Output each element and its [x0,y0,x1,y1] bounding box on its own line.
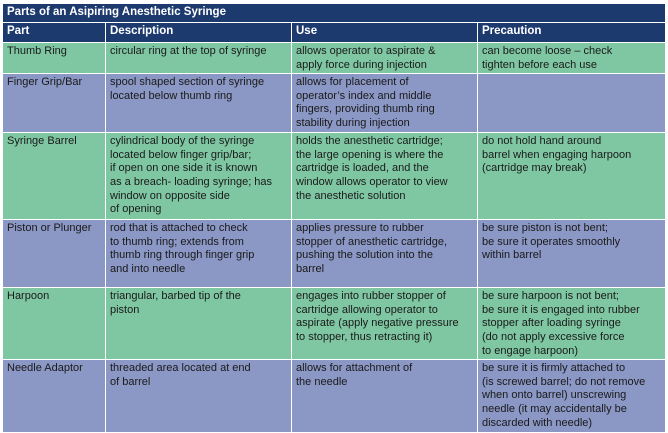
table-row [3,74,666,133]
precaution-text-line: be sure piston is not bent; [482,222,608,235]
cell-use [292,74,478,133]
precaution-text-line: tighten before each use [482,58,597,71]
precaution-text-line: barrel when engaging harpoon [482,148,632,161]
description-text-line: located below finger grip/bar; [110,148,252,161]
description-text-line: as a breach- loading syringe; has [110,175,273,188]
use-text-line: to stopper, thus retracting it) [296,330,433,343]
use-text-line: applies pressure to rubber [296,222,424,235]
table-row [3,360,666,433]
description-text-line: circular ring at the top of syringe [110,45,267,57]
cell-use [292,220,478,288]
part-text-line: Piston or Plunger [7,222,92,235]
use-text-line: window allows operator to view [296,175,448,188]
use-text-line: the anesthetic solution [296,189,406,202]
use-text-line: cartridge allowing operator to [296,303,438,316]
use-text-line: allows for placement of [296,76,409,89]
part-text-line: Harpoon [7,290,50,303]
precaution-text-line: (is screwed barrel; do not remove [482,375,646,388]
description-text-line: threaded area located at end [110,362,251,375]
description-text-line: rod that is attached to check [110,222,248,235]
use-text-line: apply force during injection [296,58,427,71]
table-title: Parts of an Asipiring Anesthetic Syringe [3,4,666,23]
use-text-line: cartridge is loaded, and the [296,162,429,175]
precaution-text-line: stopper after loading syringe [482,317,621,330]
table-row [3,43,666,74]
precaution-text-line: discarded with needle) [482,416,593,429]
use-text-line: the large opening is where the [296,148,444,161]
precaution-text-line: be sure harpoon is not bent; [482,290,619,303]
use-text-line: aspirate (apply negative pressure [296,317,459,330]
precaution-text-line: to engage harpoon) [482,344,579,357]
description-text-line: spool shaped section of syringe [110,76,265,89]
cell-part [3,133,106,220]
use-text-line: allows operator to aspirate & [296,45,436,57]
use-text-line: barrel [296,262,325,275]
description-text-line: of barrel [110,375,151,388]
use-text-line: engages into rubber stopper of [296,290,446,303]
description-text-line: thumb ring through finger grip [110,249,255,262]
cell-precaution [478,220,666,288]
cell-precaution [478,43,666,74]
precaution-text-line: be sure it operates smoothly [482,235,621,248]
part-text-line: Needle Adaptor [7,362,83,375]
description-text-line: located below thumb ring [110,89,233,102]
cell-precaution [478,288,666,360]
use-text-line: holds the anesthetic cartridge; [296,135,443,148]
column-header-use: Use [292,23,478,43]
description-text-line: piston [110,303,140,316]
cell-description [106,220,292,288]
description-text-line: to thumb ring; extends from [110,235,244,248]
use-text-line: the needle [296,375,348,388]
column-header-precaution: Precaution [478,23,666,43]
table-row [3,288,666,360]
precaution-text-line: needle (it may accidentally be [482,402,627,415]
description-text-line: triangular, barbed tip of the [110,290,241,303]
precaution-text-line: when onto barrel) unscrewing [482,389,627,402]
use-text-line: fingers, providing thumb ring [296,103,435,116]
cell-description [106,74,292,133]
cell-part [3,74,106,133]
use-text-line: stopper of anesthetic cartridge, [296,235,448,248]
cell-use [292,360,478,433]
cell-part [3,43,106,74]
syringe-parts-table [2,3,666,433]
use-text-line: operator’s index and middle [296,89,432,102]
description-text-line: and into needle [110,262,186,275]
description-text-line: window on opposite side [110,189,230,202]
cell-use [292,133,478,220]
cell-description [106,360,292,433]
table-row [3,133,666,220]
precaution-text-line: do not hold hand around [482,135,602,148]
precaution-text-line: be sure it is firmly attached to [482,362,626,375]
table-row [3,220,666,288]
precaution-text-line: (cartridge may break) [482,162,587,175]
column-header-part: Part [3,23,106,43]
part-text-line: Syringe Barrel [7,135,77,148]
column-header-description: Description [106,23,292,43]
cell-part [3,288,106,360]
description-text-line: if open on one side it is known [110,162,258,175]
description-text-line: of opening [110,203,162,216]
cell-description [106,288,292,360]
use-text-line: allows for attachment of [296,362,413,375]
cell-precaution [478,133,666,220]
precaution-text-line: (do not apply excessive force [482,330,625,343]
cell-precaution [478,360,666,433]
cell-use [292,43,478,74]
table-body [3,43,666,433]
cell-description [106,133,292,220]
cell-part [3,220,106,288]
precaution-text-line: within barrel [482,249,542,262]
cell-description [106,43,292,74]
use-text-line: stability during injection [296,116,410,129]
cell-part [3,360,106,433]
precaution-text-line: be sure it is engaged into rubber [482,303,640,316]
cell-use [292,288,478,360]
description-text-line: cylindrical body of the syringe [110,135,255,148]
use-text-line: pushing the solution into the [296,249,433,262]
precaution-text-line: can become loose – check [482,45,613,57]
part-text-line: Thumb Ring [7,45,67,57]
cell-precaution [478,74,666,133]
part-text-line: Finger Grip/Bar [7,76,83,89]
